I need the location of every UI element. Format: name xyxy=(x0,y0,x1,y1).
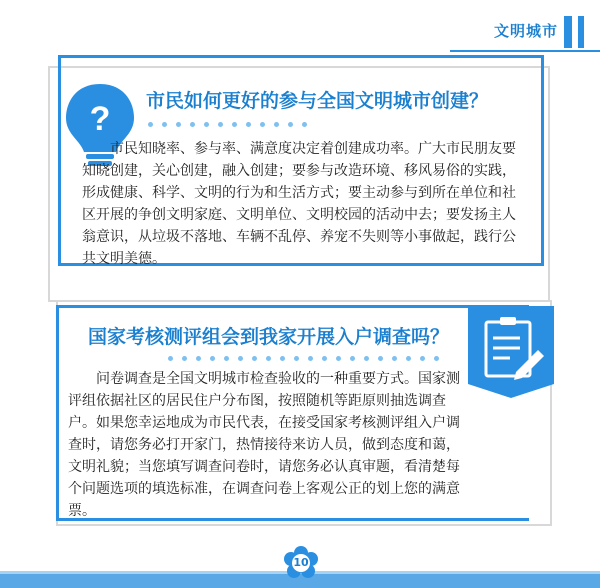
page-number: 10 xyxy=(293,556,309,569)
section2-title: 国家考核测评组会到我家开展入户调查吗？ xyxy=(88,326,450,348)
tag-accent-bar-thin xyxy=(578,16,584,48)
clipboard-pen-icon xyxy=(468,306,554,398)
title-dots-2 xyxy=(168,356,439,361)
header-divider xyxy=(450,50,600,52)
svg-text:?: ? xyxy=(89,100,111,138)
section-tag: 文明城市 xyxy=(493,22,558,40)
section1-title: 市民如何更好的参与全国文明城市创建？ xyxy=(146,90,489,112)
section2-body: 问卷调查是全国文明城市检查验收的一种重要方式。国家测评组依据社区的居民住户分布图，按照随机等距原则抽选调查户。如果您幸运地成为市民代表，在接受国家考核测评组入户调查时，请您务必打开家门，热情接待来访人员，做到态度和蔼，文明礼貌；当您填写调查问卷时，请您务必认真审题，看清楚每个问题选项的填选标准，在调查问卷上客观公正的划上您的满意票。 xyxy=(68,371,460,519)
tag-accent-bar xyxy=(564,16,572,48)
section1-body: 市民知晓率、参与率、满意度决定着创建成功率。广大市民朋友要知晓创建，关心创建，融入创建；要参与改造环境、移风易俗的实践，形成健康、科学、文明的行为和生活方式；要主动参与到所在单位和社区开展的争创文明家庭、文明单位、文明校园的活动中去；要发扬主人翁意识，从垃圾不落地、车辆不乱停、养宠不失则等小事做起，践行公共文明美德。 xyxy=(82,141,516,267)
title-dots-1 xyxy=(148,122,307,127)
